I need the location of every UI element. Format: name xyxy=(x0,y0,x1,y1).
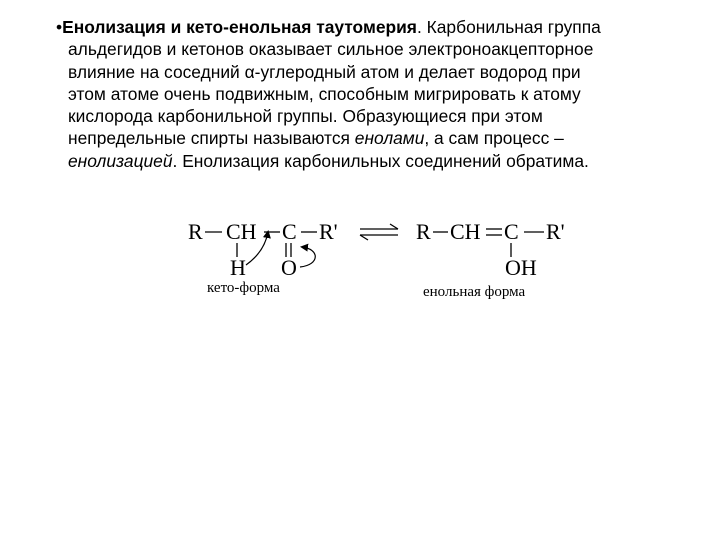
equilibrium-arrow-forward-head xyxy=(390,224,398,229)
equilibrium-arrow-backward-head xyxy=(360,235,368,240)
enol-ch: CH xyxy=(450,219,481,244)
keto-r: R xyxy=(188,219,203,244)
enol-r: R xyxy=(416,219,431,244)
keto-ch: CH xyxy=(226,219,257,244)
enol-r-prime: R' xyxy=(546,219,565,244)
text-paragraph xyxy=(56,16,696,172)
keto-form-label: кето-форма xyxy=(207,280,280,296)
enol-form-label: енольная форма xyxy=(423,284,526,300)
paragraph-line-7 xyxy=(56,150,696,172)
keto-h: H xyxy=(230,255,246,280)
keto-r-prime: R' xyxy=(319,219,338,244)
paragraph-line-7-rest: . Енолизация карбонильных соединений обратима. xyxy=(172,150,589,171)
paragraph-line-5: кислорода карбонильной группы. Образующиеся при этом xyxy=(68,106,543,127)
term-enols: енолами xyxy=(354,128,425,149)
keto-o: O xyxy=(281,255,297,280)
paragraph-line-6 xyxy=(56,127,696,149)
keto-c: C xyxy=(282,219,297,244)
paragraph-line-2: альдегидов и кетонов оказывает сильное электроноакцепторное xyxy=(68,39,594,60)
tautomerism-scheme xyxy=(180,205,600,300)
paragraph-line-1-rest: . Карбонильная группа xyxy=(416,17,601,37)
paragraph-line-4: этом атоме очень подвижным, способным мигрировать к атому xyxy=(68,83,581,104)
paragraph-heading: Енолизация и кето-енольная таутомерия xyxy=(62,17,417,37)
paragraph-line-6-b: , а сам процесс – xyxy=(424,128,564,149)
enol-oh: OH xyxy=(505,255,537,280)
keto-curved-arrow-o xyxy=(300,247,315,267)
term-enolization: енолизацией xyxy=(68,150,173,171)
paragraph-line-3: влияние на соседний α-углеродный атом и делает водород при xyxy=(68,61,581,82)
paragraph-line-6-a: непредельные спирты называются xyxy=(68,128,355,149)
bullet: • xyxy=(56,17,63,37)
enol-c: C xyxy=(504,219,519,244)
paragraph-line-1 xyxy=(56,16,696,38)
scheme-svg xyxy=(180,205,600,300)
